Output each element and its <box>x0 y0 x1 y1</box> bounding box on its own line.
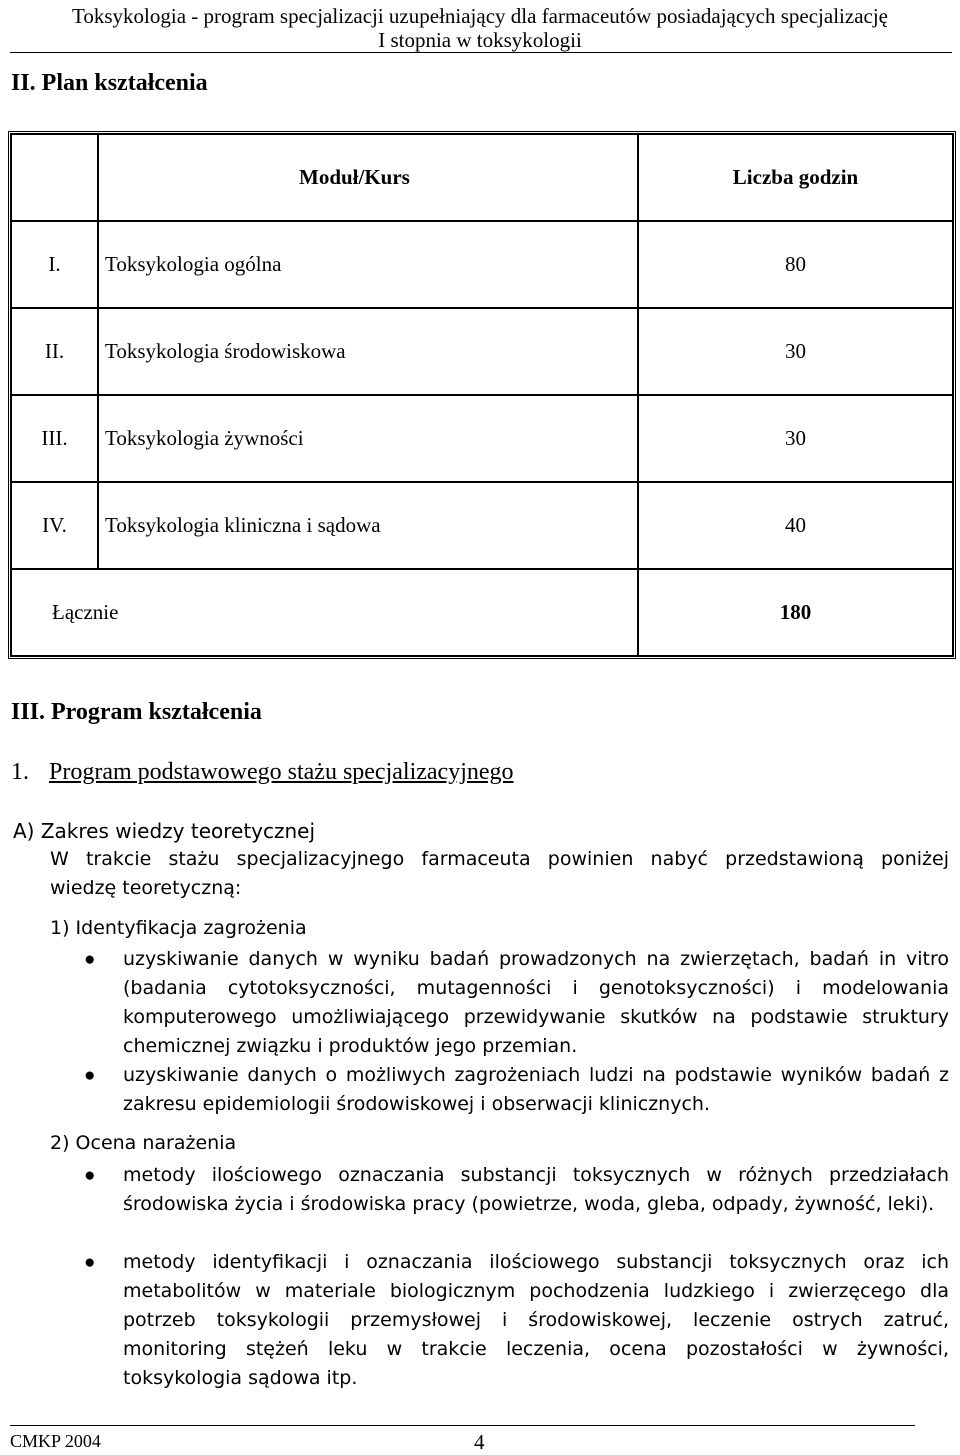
bullet-icon: ● <box>84 949 96 970</box>
part-a-intro-line2: wiedzę teoretyczną: <box>50 877 242 899</box>
document-header-line1: Toksykologia - program specjalizacji uzupełniający dla farmaceutów posiadających specjalizację <box>72 4 888 28</box>
total-hours: 180 <box>638 569 953 656</box>
header-divider <box>10 52 952 53</box>
row-module: Toksykologia kliniczna i sądowa <box>98 482 638 569</box>
bullet-icon: ● <box>84 1252 96 1273</box>
subsection-number: 1. <box>11 759 29 785</box>
bullet-icon: ● <box>84 1165 96 1186</box>
row-module: Toksykologia żywności <box>98 395 638 482</box>
item2-bullet-2: metody identyfikacji i oznaczania ilościowego substancji toksycznych oraz ich metabolitów w materiale biologicznym pochodzenia ludzkiego i zwierzęcego dla potrzeb toksykologii przemysłowej i środowiskowej, leczenie ostrych zatruć, monitoring stężeń leku w trakcie leczenia, ocena pozostałości w żywności, toksykologia sądowa itp. <box>123 1251 949 1389</box>
item1-bullet-2: uzyskiwanie danych o możliwych zagrożeniach ludzi na podstawie wyników badań z zakresu epidemiologii środowiskowej i obserwacji klinicznych. <box>123 1064 949 1115</box>
bullet-icon: ● <box>84 1065 96 1086</box>
part-a-intro-line1: W trakcie stażu specjalizacyjnego farmaceuta powinien nabyć przedstawioną poniżej <box>50 848 949 870</box>
header-hours: Liczba godzin <box>638 134 953 221</box>
row-hours: 30 <box>638 395 953 482</box>
row-num: II. <box>11 308 98 395</box>
section-title-plan: II. Plan kształcenia <box>11 70 208 96</box>
section-title-program: III. Program kształcenia <box>11 699 262 725</box>
plan-table <box>8 131 956 659</box>
total-label: Łącznie <box>11 569 638 656</box>
part-a-title: A) Zakres wiedzy teoretycznej <box>13 819 316 843</box>
footer-divider <box>10 1425 915 1426</box>
row-num: I. <box>11 221 98 308</box>
item2-title: 2) Ocena narażenia <box>50 1132 237 1154</box>
row-module: Toksykologia ogólna <box>98 221 638 308</box>
item2-bullet-1: metody ilościowego oznaczania substancji toksycznych w różnych przedziałach środowiska życia i środowiska pracy (powietrze, woda, gleba, odpady, żywność, leki). <box>123 1164 949 1215</box>
page-number: 4 <box>474 1430 485 1454</box>
row-module: Toksykologia środowiskowa <box>98 308 638 395</box>
table-row <box>11 395 953 482</box>
table-row <box>11 221 953 308</box>
table-header-row <box>11 134 953 221</box>
header-num-cell <box>11 134 98 221</box>
footer-label: CMKP 2004 <box>10 1431 101 1451</box>
header-module: Moduł/Kurs <box>98 134 638 221</box>
table-row <box>11 308 953 395</box>
row-num: III. <box>11 395 98 482</box>
subsection-title: Program podstawowego stażu specjalizacyjnego <box>49 759 514 785</box>
row-hours: 40 <box>638 482 953 569</box>
item1-title: 1) Identyfikacja zagrożenia <box>50 917 307 939</box>
row-num: IV. <box>11 482 98 569</box>
document-header-line2: I stopnia w toksykologii <box>378 28 582 52</box>
row-hours: 30 <box>638 308 953 395</box>
table-row <box>11 482 953 569</box>
item1-bullet-1: uzyskiwanie danych w wyniku badań prowadzonych na zwierzętach, badań in vitro (badania cytotoksyczności, mutagenności i genotoksyczności) i modelowania komputerowego umożliwiającego przewidywanie skutków na podstawie struktury chemicznej związku i produktów jego przemian. <box>123 948 949 1057</box>
row-hours: 80 <box>638 221 953 308</box>
table-total-row <box>11 569 953 656</box>
